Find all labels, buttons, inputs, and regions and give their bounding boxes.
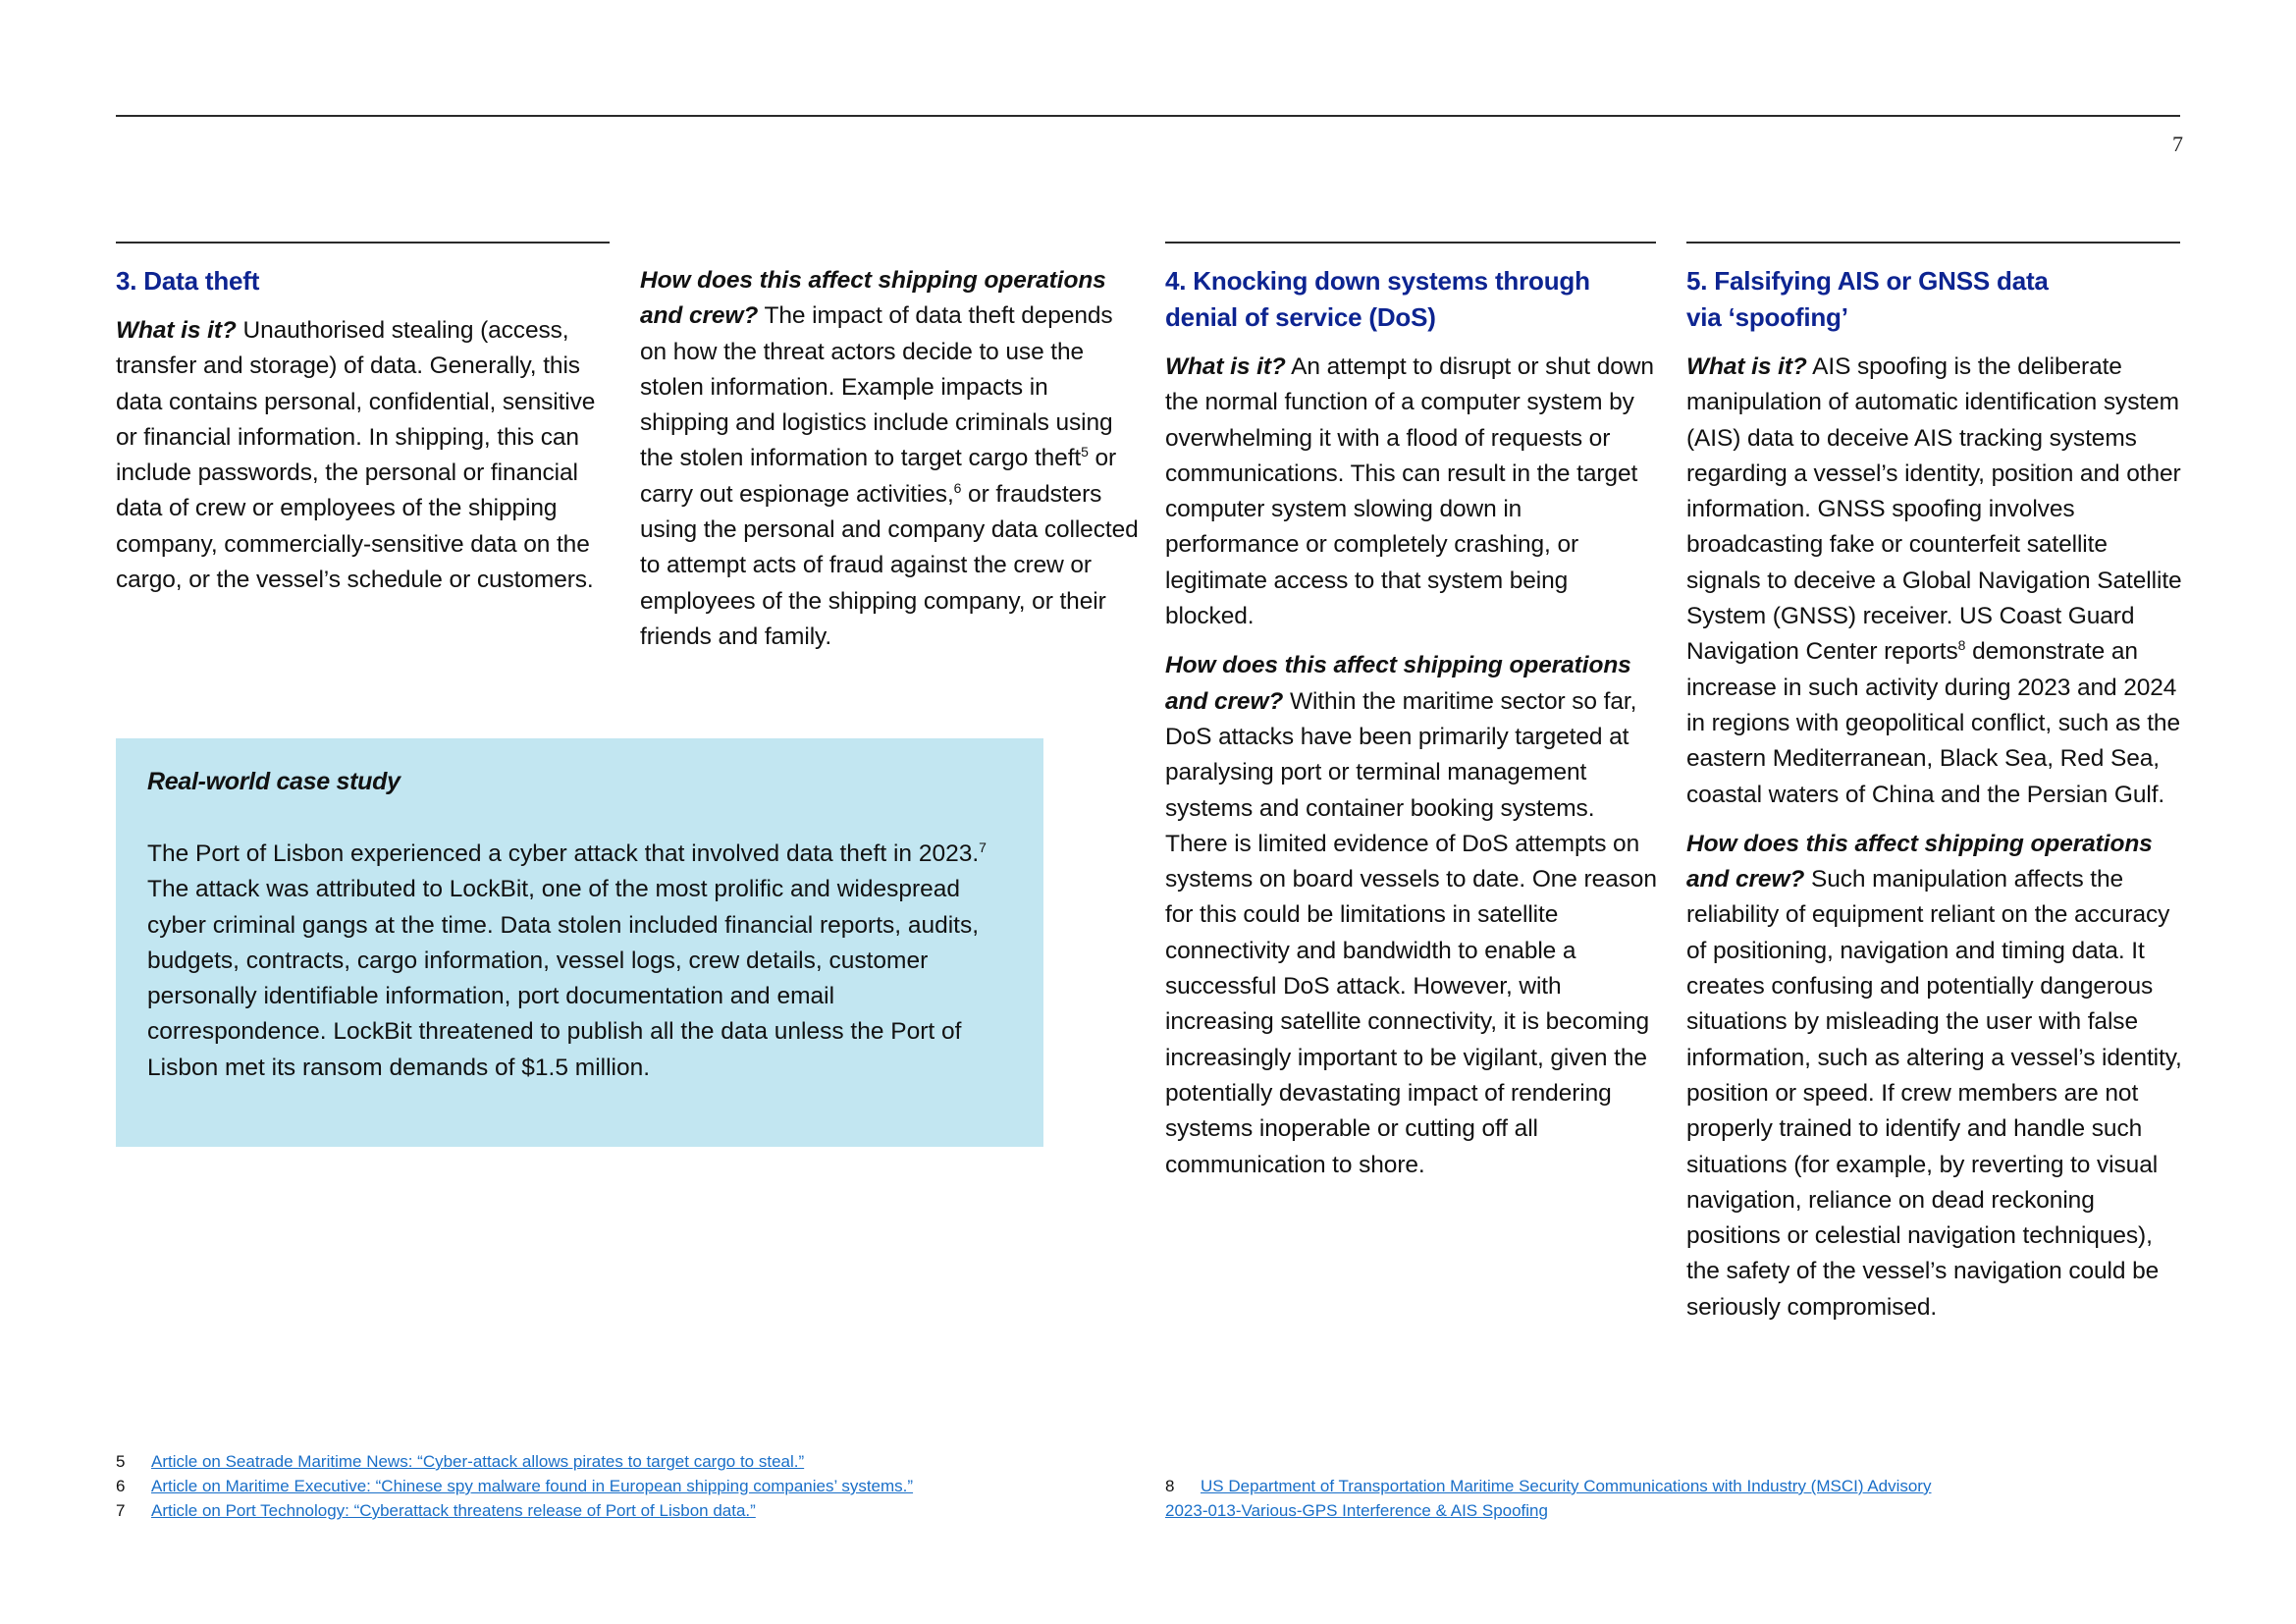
footnote-number: 5 [116, 1452, 126, 1471]
footnote-link-continued[interactable]: 2023-013-Various-GPS Interference & AIS Spoofing [1165, 1501, 1548, 1520]
section-rule-dos [1165, 242, 1656, 244]
body-text: Within the maritime sector so far, DoS attacks have been primarily targeted at paralysing port or terminal management systems and container booking systems. There is limited evidence of DoS attempts on systems on board vessels to date. One reason for this could be limitations in satellite connectivity and bandwidth to enable a successful DoS attack. However, with increasing satellite connectivity, it is becoming increasingly important to be vigilant, given the potentially devastating impact of rendering systems inoperable or cutting off all communication to shore. [1165, 687, 1657, 1178]
how-affect-paragraph [1686, 827, 2187, 1326]
section-spoofing [1686, 263, 2187, 1339]
what-is-it-paragraph [1165, 350, 1662, 634]
section-heading: 5. Falsifying AIS or GNSS data via ‘spoofing’ [1686, 266, 2049, 332]
top-rule [116, 115, 2180, 117]
case-study-title: Real-world case study [147, 768, 400, 795]
section-rule-data-theft [116, 242, 610, 244]
footnote-5 [116, 1449, 804, 1474]
how-affect-paragraph [640, 263, 1141, 655]
body-text: An attempt to disrupt or shut down the normal function of a computer system by overwhelming it with a flood of requests or communications. This can result in the target computer system slowing down in performance or completely crashing, or legitimate access to that system being blocked. [1165, 353, 1654, 630]
what-is-it-paragraph [1686, 350, 2187, 813]
section-rule-spoofing [1686, 242, 2180, 244]
case-study-box [116, 738, 1043, 1147]
body-text: The attack was attributed to LockBit, one of the most prolific and widespread cyber criminal gangs at the time. Data stolen included financial reports, audits, budgets, contracts, cargo information, vessel logs, crew details, customer personally identifiable information, port documentation and email correspondence. LockBit threatened to publish all the data unless the Port of Lisbon met its ransom demands of $1.5 million. [147, 876, 980, 1081]
body-text: Unauthorised stealing (access, transfer and storage) of data. Generally, this data contains personal, confidential, sensitive or financial information. In shipping, this can include passwords, the personal or financial data of crew or employees of the shipping company, commercially-sensitive data on the cargo, or the vessel’s schedule or customers. [116, 317, 596, 594]
footnote-link[interactable]: Article on Maritime Executive: “Chinese spy malware found in European shipping companies’ systems.” [151, 1477, 914, 1495]
footnote-8 [1165, 1474, 2147, 1523]
body-text: The Port of Lisbon experienced a cyber attack that involved data theft in 2023. [147, 840, 980, 867]
footnote-number: 7 [116, 1501, 126, 1520]
case-study-text [147, 837, 1001, 1086]
footnote-link[interactable]: Article on Port Technology: “Cyberattack threatens release of Port of Lisbon data.” [151, 1501, 756, 1520]
body-text: The impact of data theft depends on how the threat actors decide to use the stolen information. Example impacts in shipping and logistics include criminals using the stolen information to target cargo theft [640, 302, 1113, 472]
section-dos [1165, 263, 1662, 1197]
section-heading: 4. Knocking down systems through denial of service (DoS) [1165, 266, 1590, 332]
body-text: or carry out espionage activities, [640, 445, 1117, 508]
lead-label: How does this affect shipping operations and crew? [1165, 652, 1631, 715]
lead-label: What is it? [116, 317, 237, 344]
footnote-ref[interactable]: 6 [953, 479, 962, 496]
footnote-number: 6 [116, 1477, 126, 1495]
footnote-link[interactable]: Article on Seatrade Maritime News: “Cyber-attack allows pirates to target cargo to steal.” [151, 1452, 805, 1471]
body-text: Such manipulation affects the reliability of equipment reliant on the accuracy of positioning, navigation and timing data. It creates confusing and potentially dangerous situations by misleading the user with false information, such as altering a vessel’s identity, position or speed. If crew members are not properly trained to identify and handle such situations (for example, by reverting to visual navigation, reliance on dead reckoning positions or celestial navigation techniques), the safety of the vessel’s navigation could be seriously compromised. [1686, 866, 2182, 1321]
lead-label: What is it? [1686, 353, 1807, 380]
section-heading: 3. Data theft [116, 266, 260, 296]
lead-label: What is it? [1165, 353, 1286, 380]
what-is-it-paragraph [116, 313, 616, 598]
section-data-theft [116, 263, 616, 612]
how-affect-paragraph [1165, 648, 1662, 1182]
footnote-ref[interactable]: 7 [979, 839, 987, 855]
body-text: AIS spoofing is the deliberate manipulation of automatic identification system (AIS) data to deceive AIS tracking systems regarding a vessel’s identity, position and other information. GNSS spoofing involves broadcasting fake or counterfeit satellite signals to deceive a Global Navigation Satellite System (GNSS) receiver. US Coast Guard Navigation Center reports [1686, 353, 2182, 666]
footnote-7 [116, 1498, 756, 1523]
footnote-ref[interactable]: 5 [1081, 444, 1089, 460]
footnote-ref[interactable]: 8 [1957, 637, 1966, 654]
lead-label: How does this affect shipping operations and crew? [1686, 830, 2153, 893]
section-data-theft-impact [640, 263, 1141, 669]
body-text: demonstrate an increase in such activity during 2023 and 2024 in regions with geopolitical conflict, such as the eastern Mediterranean, Black Sea, Red Sea, coastal waters of China and the Persian Gulf. [1686, 638, 2180, 808]
footnote-link[interactable]: US Department of Transportation Maritime Security Communications with Industry (MSCI) Advisory [1201, 1477, 1932, 1495]
page-number: 7 [2172, 132, 2183, 156]
body-text: or fraudsters using the personal and company data collected to attempt acts of fraud against the crew or employees of the shipping company, or their friends and family. [640, 480, 1139, 650]
lead-label: How does this affect shipping operations and crew? [640, 267, 1106, 330]
footnote-number: 8 [1165, 1477, 1175, 1495]
footnote-6 [116, 1474, 913, 1498]
